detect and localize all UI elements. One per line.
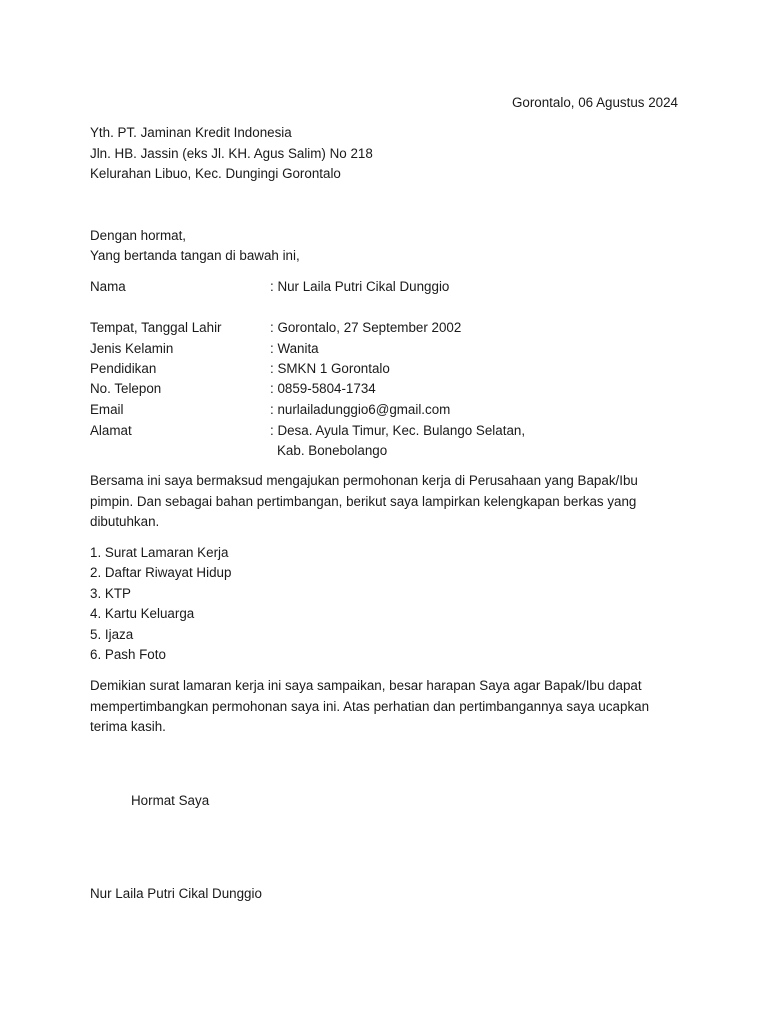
- field-label-pendidikan: Pendidikan: [90, 361, 157, 376]
- field-value-ttl: : Gorontalo, 27 September 2002: [270, 320, 462, 335]
- field-label-ttl: Tempat, Tanggal Lahir: [90, 320, 222, 335]
- intro-text: Yang bertanda tangan di bawah ini,: [90, 248, 300, 263]
- field-label-jenis-kelamin: Jenis Kelamin: [90, 341, 174, 356]
- field-value-nama: : Nur Laila Putri Cikal Dunggio: [270, 279, 450, 294]
- body-paragraph-1: [90, 471, 680, 533]
- attachment-item: 3. KTP: [90, 586, 131, 601]
- field-value-alamat: : Desa. Ayula Timur, Kec. Bulango Selatan,: [270, 423, 526, 438]
- body-paragraph-2-line-1: Demikian surat lamaran kerja ini saya sampaikan, besar harapan Saya agar Bapak/Ibu dapat: [90, 678, 642, 693]
- body-paragraph-1-line-1: Bersama ini saya bermaksud mengajukan permohonan kerja di Perusahaan yang Bapak/Ibu: [90, 473, 638, 488]
- field-value-jenis-kelamin: : Wanita: [270, 341, 319, 356]
- recipient-line-1: Yth. PT. Jaminan Kredit Indonesia: [90, 125, 292, 140]
- attachment-item: 5. Ijaza: [90, 627, 134, 642]
- signature-name: Nur Laila Putri Cikal Dunggio: [90, 886, 262, 901]
- field-label-nama: Nama: [90, 279, 126, 294]
- recipient-line-2: Jln. HB. Jassin (eks Jl. KH. Agus Salim) No 218: [90, 146, 373, 161]
- letter-date: Gorontalo, 06 Agustus 2024: [511, 95, 678, 110]
- field-value-telepon: : 0859-5804-1734: [270, 381, 376, 396]
- attachment-item: 4. Kartu Keluarga: [90, 606, 195, 621]
- closing-text: Hormat Saya: [131, 793, 210, 808]
- body-paragraph-1-line-3: dibutuhkan.: [90, 514, 160, 529]
- field-label-alamat: Alamat: [90, 423, 132, 438]
- attachment-item: 1. Surat Lamaran Kerja: [90, 545, 229, 560]
- field-label-email: Email: [90, 402, 124, 417]
- field-value-alamat-cont: Kab. Bonebolango: [277, 443, 388, 458]
- body-paragraph-2: [90, 676, 680, 738]
- body-paragraph-2-line-2: mempertimbangkan permohonan saya ini. Atas perhatian dan pertimbangannya saya ucapkan: [90, 698, 650, 714]
- recipient-line-3: Kelurahan Libuo, Kec. Dungingi Gorontalo: [90, 166, 341, 181]
- field-value-email: : nurlailadunggio6@gmail.com: [270, 402, 451, 417]
- body-paragraph-1-line-2: pimpin. Dan sebagai bahan pertimbangan, berikut saya lampirkan kelengkapan berkas yang: [90, 493, 637, 509]
- greeting: Dengan hormat,: [90, 228, 187, 243]
- field-value-pendidikan: : SMKN 1 Gorontalo: [270, 361, 390, 376]
- body-paragraph-2-line-3: terima kasih.: [90, 719, 166, 734]
- attachment-item: 2. Daftar Riwayat Hidup: [90, 565, 232, 580]
- field-label-telepon: No. Telepon: [90, 381, 162, 396]
- attachment-item: 6. Pash Foto: [90, 647, 166, 662]
